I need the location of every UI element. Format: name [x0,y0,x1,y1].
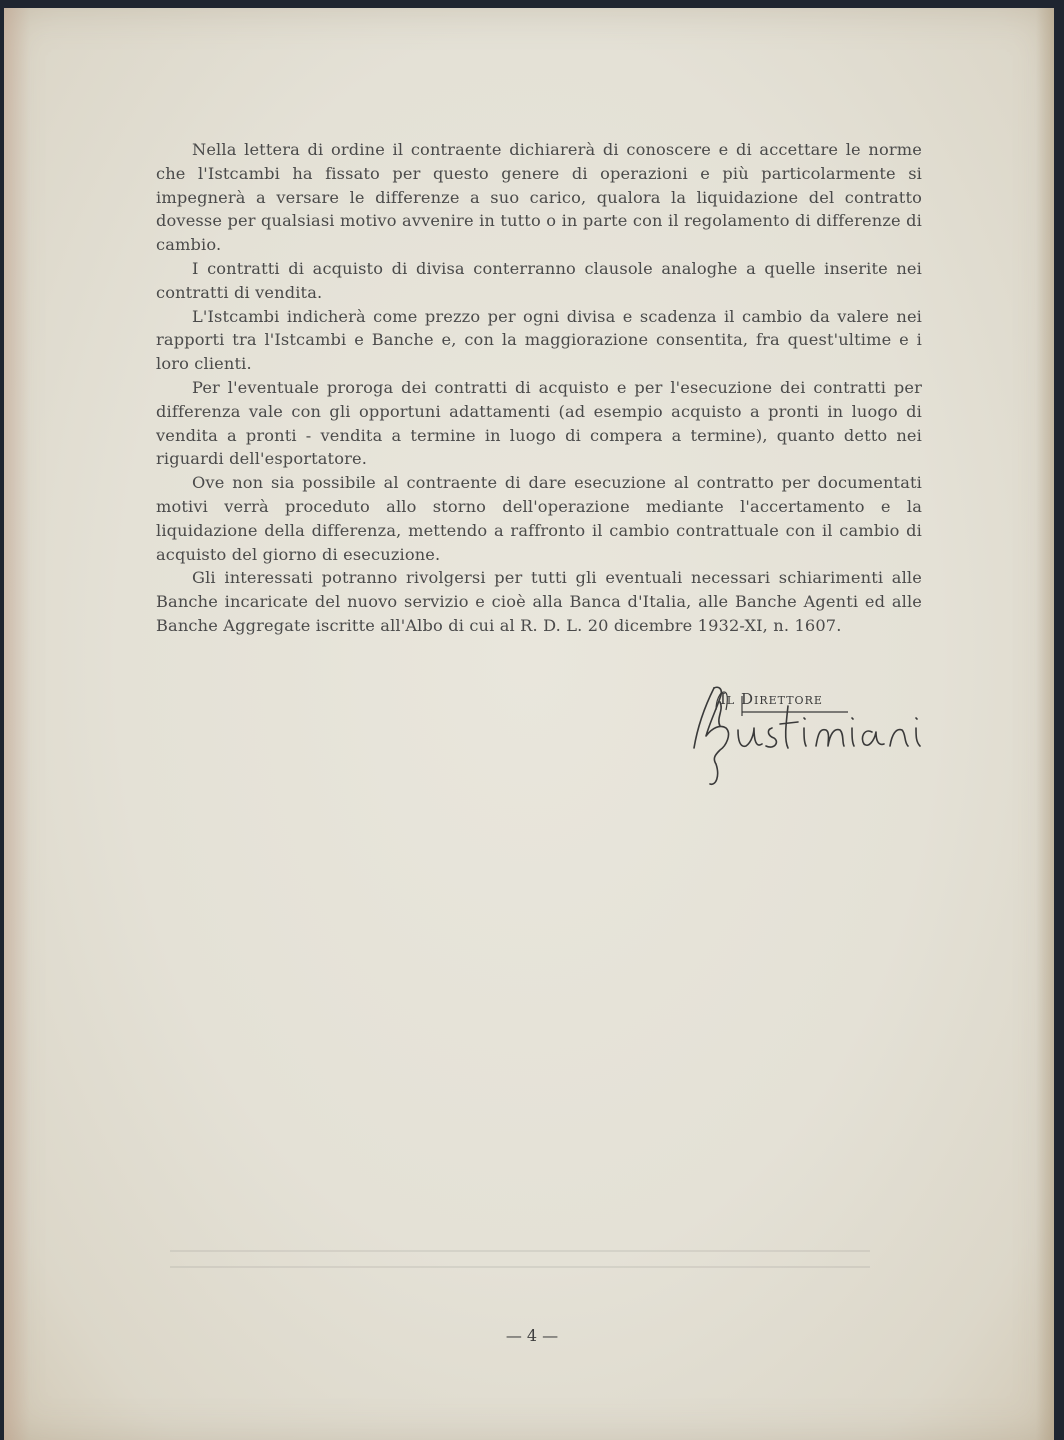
signature-block [676,684,936,794]
paragraph: L'Istcambi indicherà come prezzo per ogni divisa e scadenza il cambio da valere nei rapporti tra l'Istcambi e Banche e, con la maggiorazione consentita, fra quest'ultime e i loro clienti. [156,306,922,374]
page-edge-shadow-left [4,8,30,1440]
handwritten-signature [676,684,936,794]
page-number: — 4 — [505,1326,559,1345]
bleed-through-line [170,1250,870,1252]
paragraph: Nella lettera di ordine il contraente dichiarerà di conoscere e di accettare le norme che l'Istcambi ha fissato per questo genere di operazioni e più particolarmente si impegnerà a versare le differenze a suo carico, qualora la liquidazione del contratto dovesse per qualsiasi motivo avvenire in tutto o in parte con il regolamento di differenze di cambio. [156,140,922,255]
body-text [156,138,922,638]
paragraph: Ove non sia possibile al contraente di dare esecuzione al contratto per documentati motivi verrà proceduto allo storno dell'operazione mediante l'accertamento e la liquidazione della differenza, mettendo a raffronto il cambio contrattuale con il cambio di acquisto del giorno di esecuzione. [156,473,922,564]
paragraph: Per l'eventuale proroga dei contratti di acquisto e per l'esecuzione dei contratti per differenza vale con gli opportuni adattamenti (ad esempio acquisto a pronti in luogo di vendita a pronti - vendita a termine in luogo di compera a termine), quanto detto nei riguardi dell'esportatore. [156,377,922,469]
paragraph: I contratti di acquisto di divisa conterranno clausole analoghe a quelle inserite nei contratti di vendita. [156,258,922,302]
page-edge-shadow-right [1036,8,1054,1440]
paragraph: Gli interessati potranno rivolgersi per tutti gli eventuali necessari schiarimenti alle Banche incaricate del nuovo servizio e cioè alla Banca d'Italia, alle Banche Agenti ed alle Banche Aggregate iscritte all'Albo di cui al R. D. L. 20 dicembre 1932-XI, n. 1607. [156,568,922,635]
bleed-through-marks [170,1236,870,1296]
bleed-through-line [170,1266,870,1268]
signature-title: Il Direttore [720,690,823,708]
